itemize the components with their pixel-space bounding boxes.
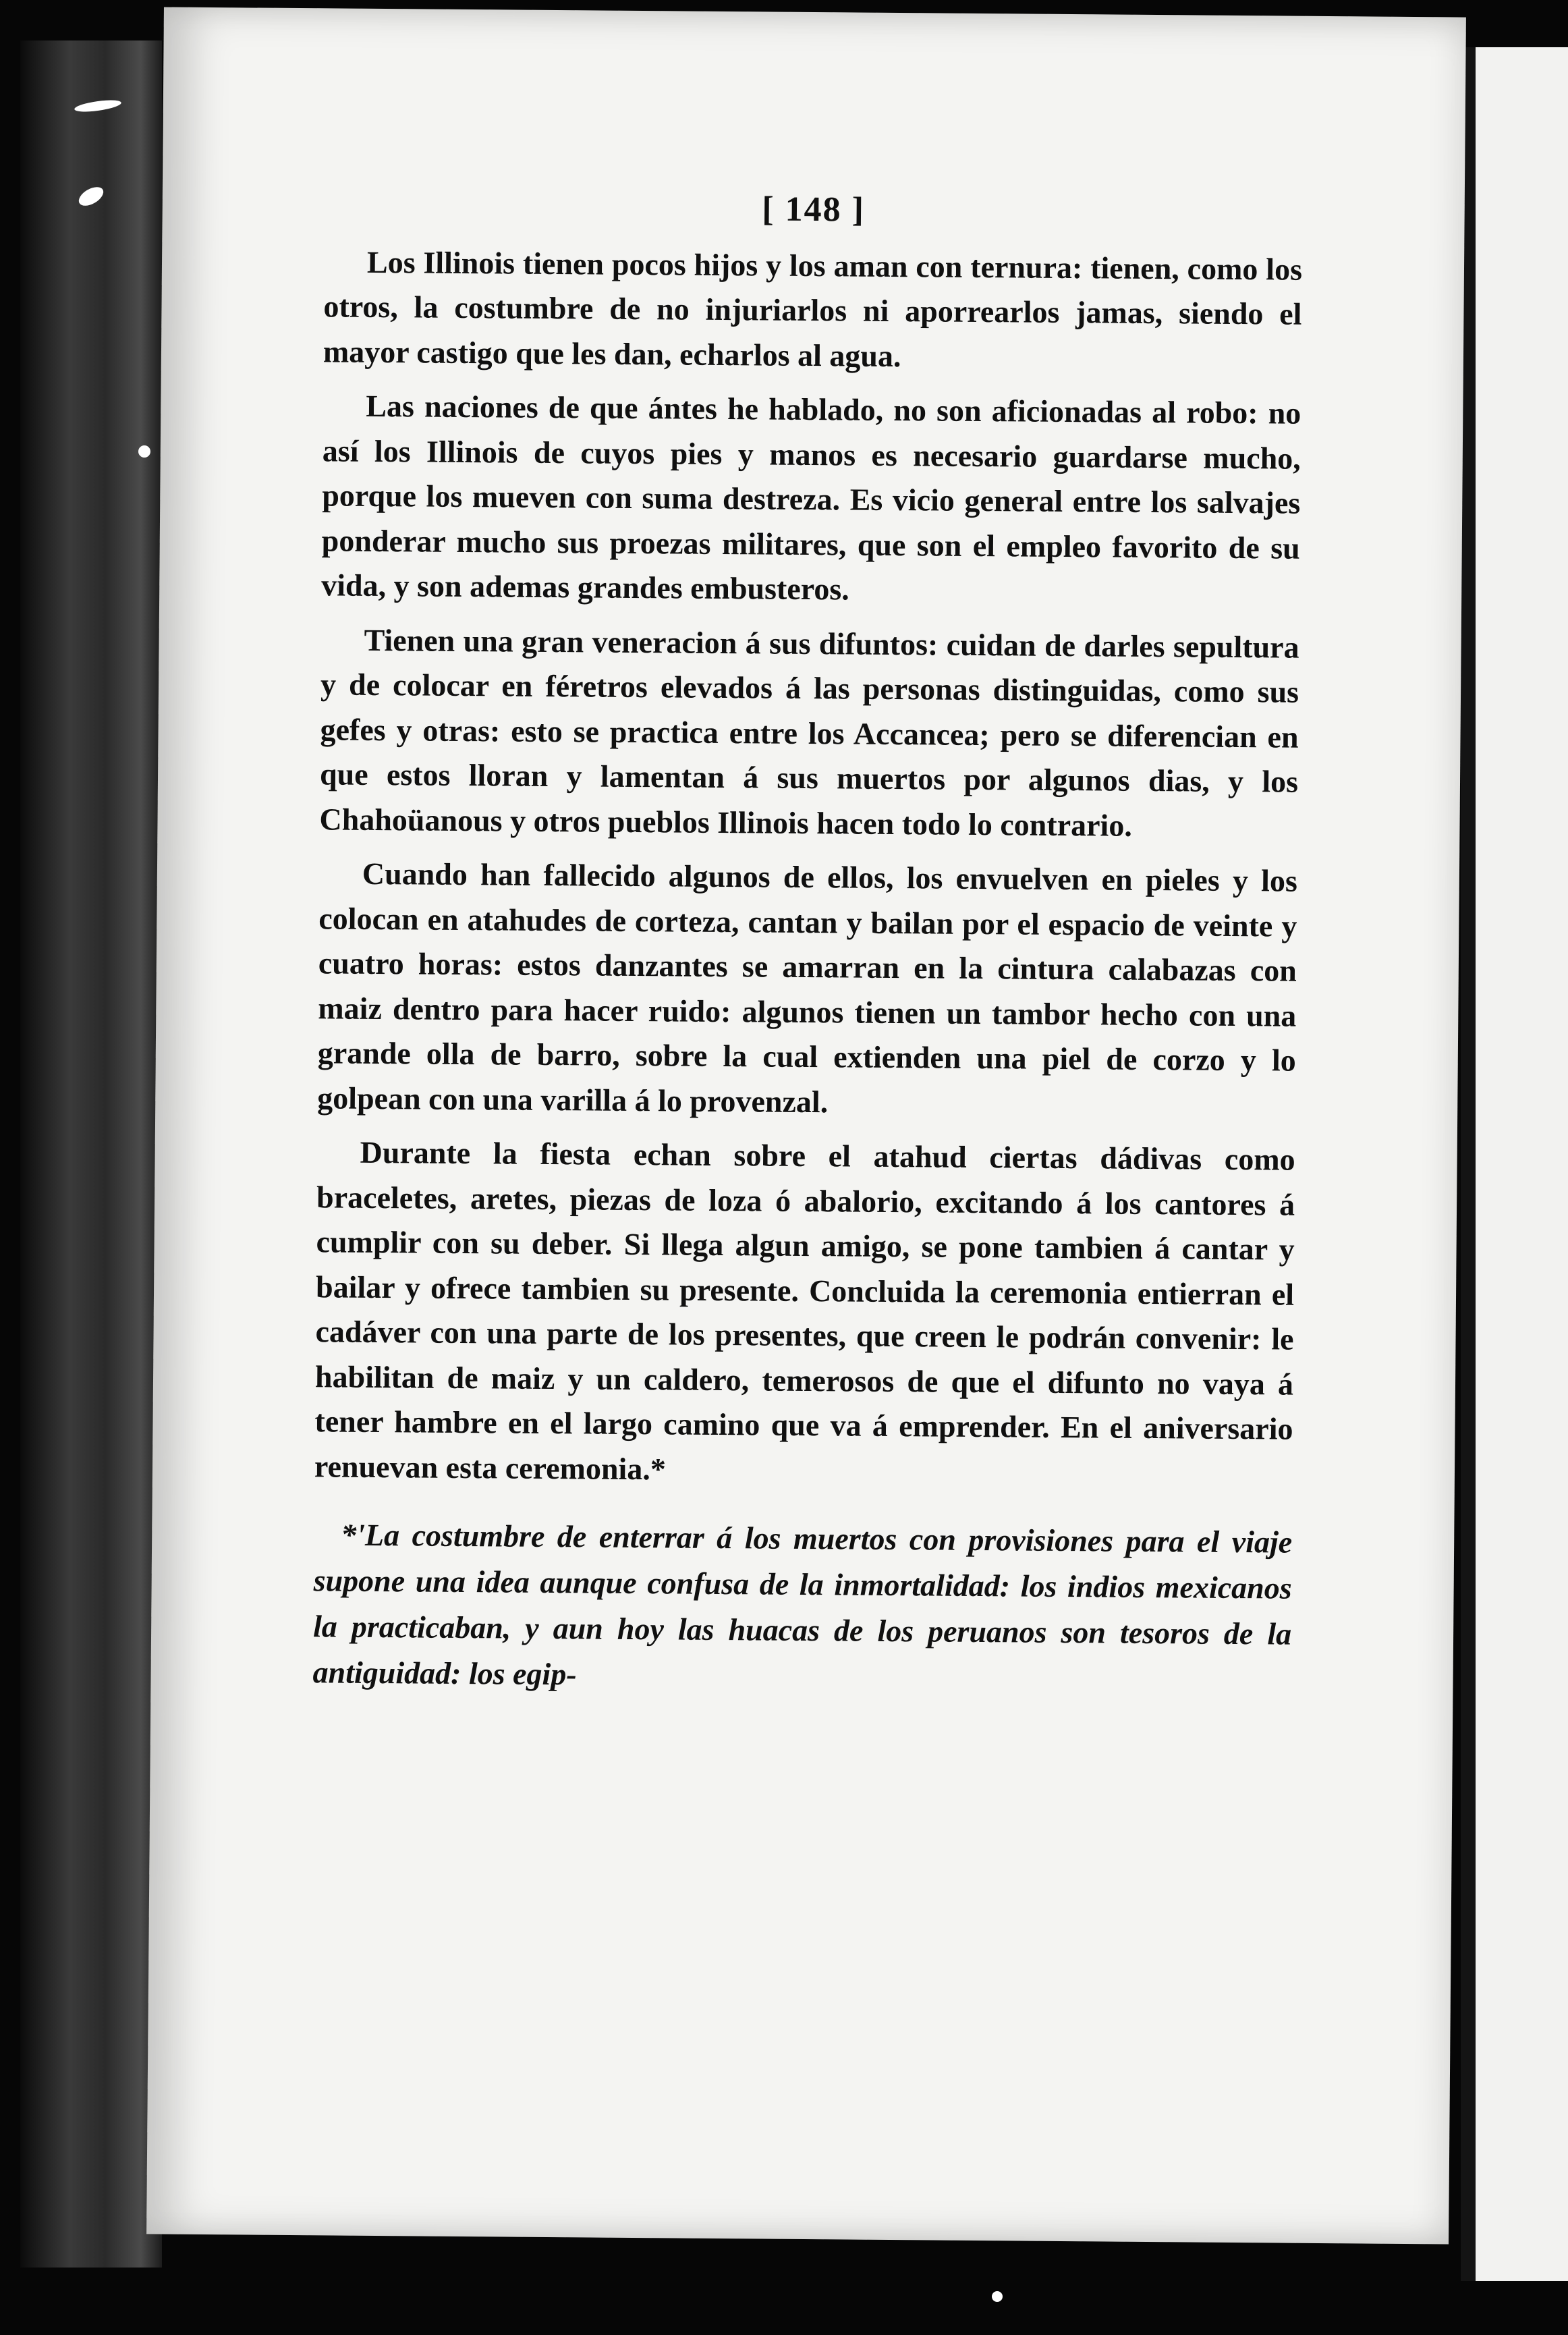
paragraph-2: Las naciones de que ántes he hablado, no son aficionadas al robo: no así los Illinois de cuyos pies y manos es necesario guardarse mucho, porque los mueven con suma destreza. Es vicio general entre los salvajes ponderar mucho sus proezas militares, que son el empleo favorito de su vida, y son ademas grandes embusteros. bbox=[321, 388, 1301, 607]
adjacent-page-edge bbox=[1461, 47, 1568, 2281]
scan-speck bbox=[992, 2291, 1003, 2302]
paragraph-4: Cuando han fallecido algunos de ellos, los envuelven en pieles y los colocan en atahudes de corteza, cantan y bailan por el espacio de veinte y cuatro horas: estos danzantes se amarran en la cintura calabazas con maiz dentro para hacer ruido: algunos tienen un tambor hecho con una grande olla de barro, sobre la cual extienden una piel de corzo y lo golpean con una varilla á lo provenzal. bbox=[317, 856, 1298, 1119]
scan-speck bbox=[138, 445, 150, 458]
page-number: [ 148 ] bbox=[762, 190, 866, 229]
book-spine bbox=[20, 40, 162, 2268]
paragraph-1: Los Illinois tienen pocos hijos y los aman con ternura: tienen, como los otros, la costumbre de no injuriarlos ni aporrearlos jamas, siendo el mayor castigo que les dan, echarlos al agua. bbox=[323, 244, 1303, 373]
book-page bbox=[146, 7, 1466, 2244]
paragraph-5: Durante la fiesta echan sobre el atahud ciertas dádivas como braceletes, aretes, piezas de loza ó abalorio, excitando á los cantores á cumplir con su deber. Si llega algun amigo, se pone tambien á cantar y bailar y ofrece tambien su presente. Concluida la ceremonia entierran el cadáver con una parte de los presentes, que creen le podrán convenir: le habilitan de maiz y un caldero, temerosos de que el difunto no vaya á tener hambre en el largo camino que va á emprender. En el aniversario renuevan esta ceremonia.* bbox=[314, 1134, 1295, 1486]
paragraph-3: Tienen una gran veneracion á sus difuntos: cuidan de darles sepultura y de colocar en féretros elevados á las personas distinguidas, como sus gefes y otras: esto se practica entre los Accancea; pero se diferencian en que estos lloran y lamentan á sus muertos por algunos dias, y los Chahoüanous y otros pueblos Illinois hacen todo lo contrario. bbox=[319, 622, 1299, 843]
footnote: *'La costumbre de enterrar á los muertos con provisiones para el viaje supone una idea aunque confusa de la inmortalidad: los indios mexicanos la practicaban, y aun hoy las huacas de los peruanos son tesoros de la antiguidad: los egip- bbox=[312, 1517, 1293, 1692]
page-text bbox=[312, 184, 1303, 1734]
